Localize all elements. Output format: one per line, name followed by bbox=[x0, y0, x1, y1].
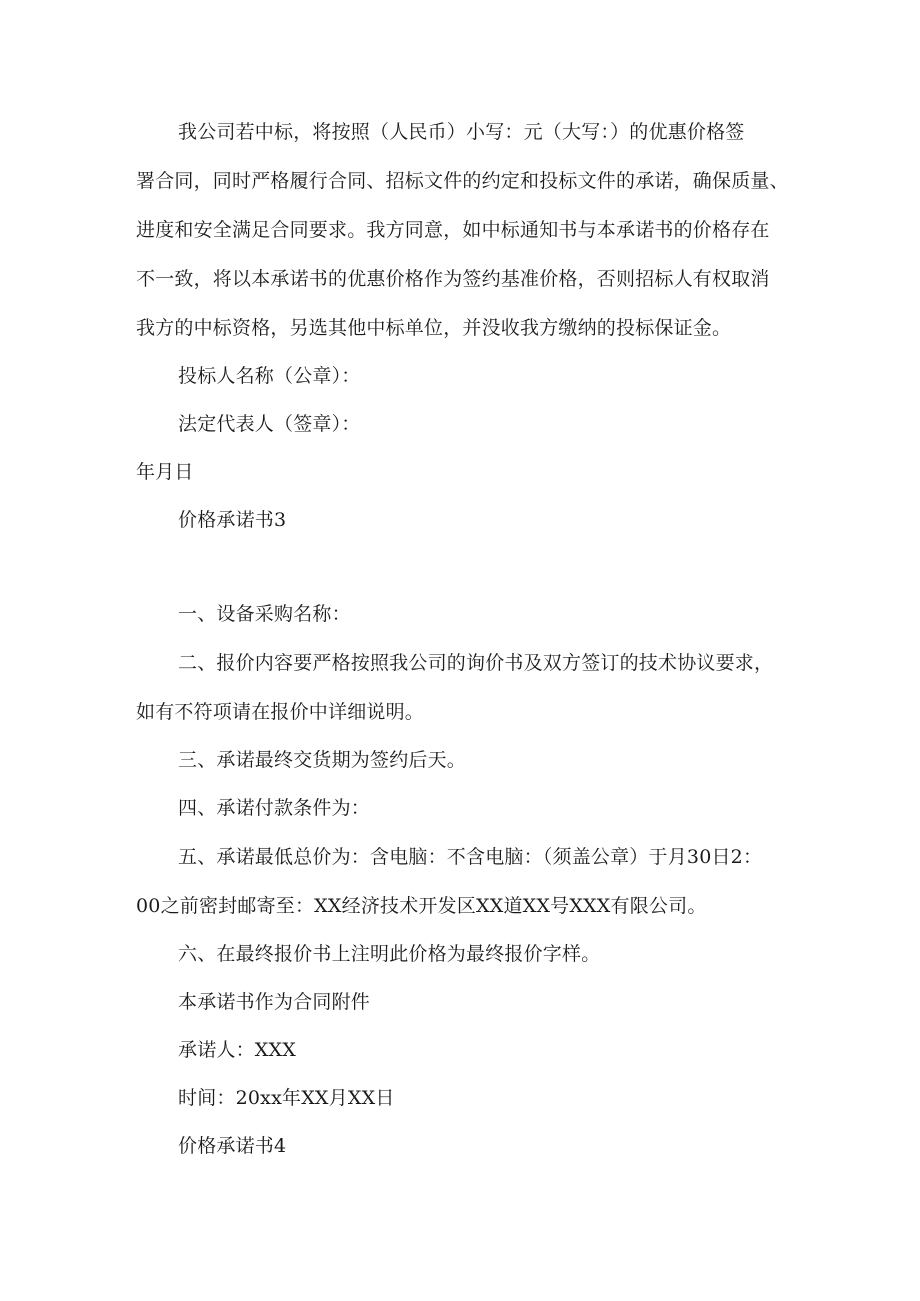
date-line: 年月日 bbox=[136, 461, 194, 483]
list-item: 四、承诺付款条件为： bbox=[178, 797, 371, 819]
paragraph-line: 不一致，将以本承诺书的优惠价格作为签约基准价格，否则招标人有权取消 bbox=[136, 268, 770, 290]
list-item: 六、在最终报价书上注明此价格为最终报价字样。 bbox=[178, 943, 601, 965]
paragraph-line: 我方的中标资格，另选其他中标单位，并没收我方缴纳的投标保证金。 bbox=[136, 317, 732, 339]
attachment-note: 本承诺书作为合同附件 bbox=[178, 991, 371, 1013]
list-item: 二、报价内容要严格按照我公司的询价书及双方签订的技术协议要求， bbox=[178, 652, 774, 674]
list-item: 五、承诺最低总价为：含电脑：不含电脑：（须盖公章）于月30日2： bbox=[178, 846, 763, 868]
promisor-line: 承诺人：XXX bbox=[178, 1039, 296, 1061]
list-item-continuation: 如有不符项请在报价中详细说明。 bbox=[136, 701, 425, 723]
paragraph-line: 进度和安全满足合同要求。我方同意，如中标通知书与本承诺书的价格存在 bbox=[136, 219, 770, 241]
legal-representative-label: 法定代表人（签章）： bbox=[178, 413, 361, 435]
section-title: 价格承诺书3 bbox=[178, 509, 287, 531]
time-line: 时间：20xx年XX月XX日 bbox=[178, 1087, 395, 1109]
bidder-name-label: 投标人名称（公章）： bbox=[178, 365, 361, 387]
section-title: 价格承诺书4 bbox=[178, 1135, 287, 1157]
list-item: 三、承诺最终交货期为签约后天。 bbox=[178, 749, 467, 771]
list-item-continuation: 00之前密封邮寄至：XX经济技术开发区XX道XX号XXX有限公司。 bbox=[136, 895, 707, 917]
list-item: 一、设备采购名称： bbox=[178, 603, 351, 625]
paragraph-line: 我公司若中标，将按照（人民币）小写：元（大写：）的优惠价格签 bbox=[178, 121, 745, 143]
paragraph-line: 署合同，同时严格履行合同、招标文件的约定和投标文件的承诺，确保质量、 bbox=[136, 170, 789, 192]
